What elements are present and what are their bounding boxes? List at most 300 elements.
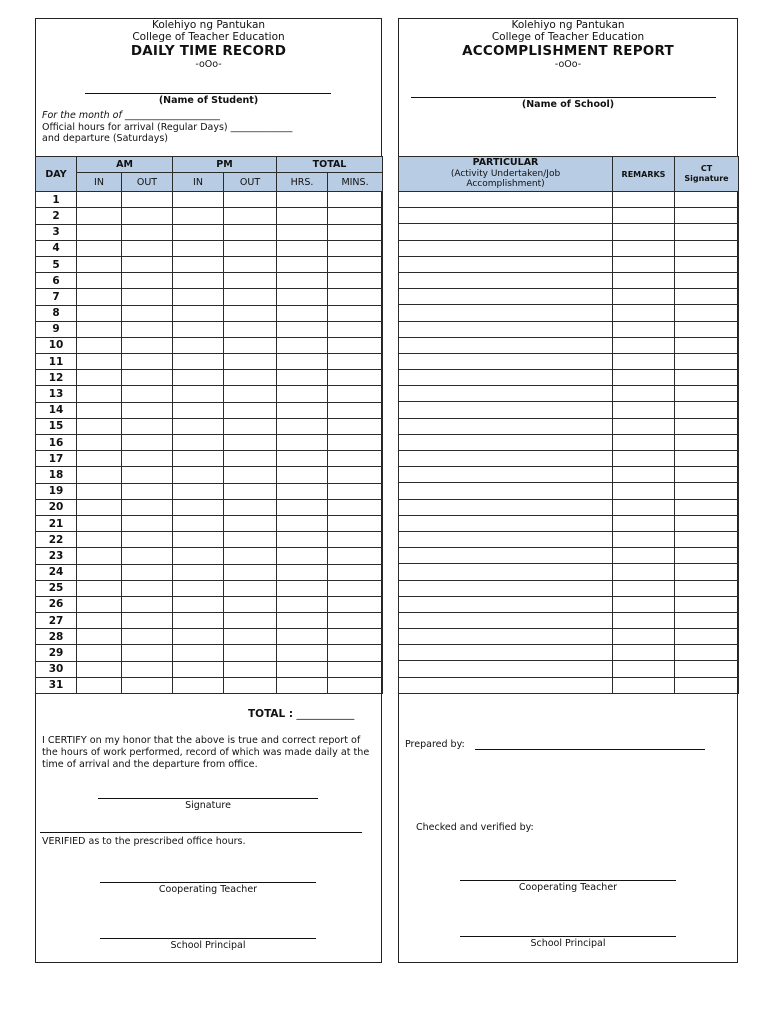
hrs-cell[interactable] bbox=[277, 418, 328, 434]
total-field[interactable]: ___________ bbox=[296, 708, 355, 720]
table-row bbox=[399, 596, 739, 612]
pm-in-cell[interactable] bbox=[173, 580, 224, 596]
ct-signature-cell[interactable] bbox=[675, 661, 739, 677]
am-in-cell[interactable] bbox=[77, 256, 122, 272]
mins-cell[interactable] bbox=[328, 645, 383, 661]
pm-out-cell[interactable] bbox=[224, 418, 277, 434]
remarks-cell[interactable] bbox=[613, 353, 675, 369]
pm-out-cell[interactable] bbox=[224, 435, 277, 451]
remarks-cell[interactable] bbox=[613, 580, 675, 596]
ct-signature-cell[interactable] bbox=[675, 386, 739, 402]
mins-cell[interactable] bbox=[328, 564, 383, 580]
ct-signature-cell[interactable] bbox=[675, 305, 739, 321]
particular-cell[interactable] bbox=[399, 337, 613, 353]
pm-in-cell[interactable] bbox=[173, 337, 224, 353]
hrs-cell[interactable] bbox=[277, 499, 328, 515]
ct-signature-cell[interactable] bbox=[675, 434, 739, 450]
am-out-cell[interactable] bbox=[122, 386, 173, 402]
hrs-cell[interactable] bbox=[277, 321, 328, 337]
am-out-cell[interactable] bbox=[122, 467, 173, 483]
particular-cell[interactable] bbox=[399, 353, 613, 369]
mins-cell[interactable] bbox=[328, 677, 383, 693]
am-in-cell[interactable] bbox=[77, 483, 122, 499]
particular-cell[interactable] bbox=[399, 402, 613, 418]
am-in-cell[interactable] bbox=[77, 548, 122, 564]
mins-cell[interactable] bbox=[328, 613, 383, 629]
pm-in-cell[interactable] bbox=[173, 240, 224, 256]
cooperating-teacher-signature-line[interactable] bbox=[460, 880, 676, 881]
particular-cell[interactable] bbox=[399, 240, 613, 256]
ct-signature-cell[interactable] bbox=[675, 402, 739, 418]
am-in-cell[interactable] bbox=[77, 451, 122, 467]
pm-out-cell[interactable] bbox=[224, 515, 277, 531]
pm-in-cell[interactable] bbox=[173, 629, 224, 645]
ct-signature-cell[interactable] bbox=[675, 612, 739, 628]
pm-out-cell[interactable] bbox=[224, 224, 277, 240]
remarks-cell[interactable] bbox=[613, 515, 675, 531]
hrs-cell[interactable] bbox=[277, 208, 328, 224]
am-out-cell[interactable] bbox=[122, 240, 173, 256]
mins-cell[interactable] bbox=[328, 256, 383, 272]
am-in-cell[interactable] bbox=[77, 677, 122, 693]
am-in-cell[interactable] bbox=[77, 418, 122, 434]
hrs-cell[interactable] bbox=[277, 305, 328, 321]
month-field[interactable]: ____________________ bbox=[124, 110, 220, 121]
particular-cell[interactable] bbox=[399, 645, 613, 661]
mins-cell[interactable] bbox=[328, 596, 383, 612]
am-in-cell[interactable] bbox=[77, 402, 122, 418]
hrs-cell[interactable] bbox=[277, 224, 328, 240]
am-out-cell[interactable] bbox=[122, 370, 173, 386]
hrs-cell[interactable] bbox=[277, 661, 328, 677]
table-row bbox=[36, 564, 383, 580]
pm-out-cell[interactable] bbox=[224, 467, 277, 483]
particular-cell[interactable] bbox=[399, 580, 613, 596]
particular-cell[interactable] bbox=[399, 531, 613, 547]
mins-cell[interactable] bbox=[328, 321, 383, 337]
mins-cell[interactable] bbox=[328, 548, 383, 564]
total-row bbox=[248, 708, 354, 720]
hrs-cell[interactable] bbox=[277, 451, 328, 467]
am-in-cell[interactable] bbox=[77, 370, 122, 386]
am-in-cell[interactable] bbox=[77, 629, 122, 645]
principal-signature-line[interactable] bbox=[460, 936, 676, 937]
mins-cell[interactable] bbox=[328, 467, 383, 483]
particular-cell[interactable] bbox=[399, 418, 613, 434]
remarks-cell[interactable] bbox=[613, 612, 675, 628]
pm-out-cell[interactable] bbox=[224, 208, 277, 224]
pm-in-cell[interactable] bbox=[173, 515, 224, 531]
remarks-cell[interactable] bbox=[613, 208, 675, 224]
remarks-cell[interactable] bbox=[613, 402, 675, 418]
hrs-cell[interactable] bbox=[277, 386, 328, 402]
ct-signature-cell[interactable] bbox=[675, 451, 739, 467]
pm-in-cell[interactable] bbox=[173, 208, 224, 224]
am-out-cell[interactable] bbox=[122, 192, 173, 208]
ct-signature-cell[interactable] bbox=[675, 353, 739, 369]
particular-cell[interactable] bbox=[399, 272, 613, 288]
hrs-cell[interactable] bbox=[277, 483, 328, 499]
ct-signature-cell[interactable] bbox=[675, 192, 739, 208]
am-in-cell[interactable] bbox=[77, 224, 122, 240]
hrs-cell[interactable] bbox=[277, 192, 328, 208]
am-in-cell[interactable] bbox=[77, 645, 122, 661]
pm-in-cell[interactable] bbox=[173, 613, 224, 629]
am-in-cell[interactable] bbox=[77, 596, 122, 612]
mins-cell[interactable] bbox=[328, 273, 383, 289]
particular-cell[interactable] bbox=[399, 289, 613, 305]
remarks-cell[interactable] bbox=[613, 499, 675, 515]
remarks-cell[interactable] bbox=[613, 467, 675, 483]
mins-cell[interactable] bbox=[328, 370, 383, 386]
hrs-cell[interactable] bbox=[277, 613, 328, 629]
pm-out-cell[interactable] bbox=[224, 192, 277, 208]
pm-in-cell[interactable] bbox=[173, 467, 224, 483]
particular-cell[interactable] bbox=[399, 451, 613, 467]
pm-out-cell[interactable] bbox=[224, 483, 277, 499]
pm-out-cell[interactable] bbox=[224, 629, 277, 645]
am-header: AM bbox=[77, 157, 173, 173]
mins-cell[interactable] bbox=[328, 289, 383, 305]
prepared-by-line[interactable] bbox=[475, 749, 705, 750]
pm-in-cell[interactable] bbox=[173, 532, 224, 548]
hrs-cell[interactable] bbox=[277, 402, 328, 418]
cooperating-teacher-signature-line[interactable] bbox=[100, 882, 316, 883]
pm-out-cell[interactable] bbox=[224, 613, 277, 629]
pm-out-cell[interactable] bbox=[224, 273, 277, 289]
pm-out-cell[interactable] bbox=[224, 661, 277, 677]
remarks-cell[interactable] bbox=[613, 645, 675, 661]
particular-cell[interactable] bbox=[399, 499, 613, 515]
particular-cell[interactable] bbox=[399, 467, 613, 483]
pm-out-cell[interactable] bbox=[224, 289, 277, 305]
particular-cell[interactable] bbox=[399, 224, 613, 240]
pm-out-cell[interactable] bbox=[224, 321, 277, 337]
hrs-cell[interactable] bbox=[277, 515, 328, 531]
remarks-cell[interactable] bbox=[613, 483, 675, 499]
remarks-cell[interactable] bbox=[613, 240, 675, 256]
particular-cell[interactable] bbox=[399, 661, 613, 677]
particular-cell[interactable] bbox=[399, 208, 613, 224]
particular-cell[interactable] bbox=[399, 321, 613, 337]
mins-cell[interactable] bbox=[328, 499, 383, 515]
hrs-cell[interactable] bbox=[277, 273, 328, 289]
remarks-cell[interactable] bbox=[613, 321, 675, 337]
am-in-cell[interactable] bbox=[77, 435, 122, 451]
am-out-cell[interactable] bbox=[122, 677, 173, 693]
am-in-cell[interactable] bbox=[77, 564, 122, 580]
ct-signature-cell[interactable] bbox=[675, 531, 739, 547]
am-in-cell[interactable] bbox=[77, 499, 122, 515]
mins-cell[interactable] bbox=[328, 354, 383, 370]
am-out-cell[interactable] bbox=[122, 321, 173, 337]
particular-cell[interactable] bbox=[399, 548, 613, 564]
mins-cell[interactable] bbox=[328, 192, 383, 208]
mins-cell[interactable] bbox=[328, 435, 383, 451]
am-in-cell[interactable] bbox=[77, 289, 122, 305]
am-in-cell[interactable] bbox=[77, 305, 122, 321]
day-number: 18 bbox=[36, 467, 77, 483]
particular-cell[interactable] bbox=[399, 483, 613, 499]
pm-out-cell[interactable] bbox=[224, 256, 277, 272]
ct-signature-cell[interactable] bbox=[675, 224, 739, 240]
ct-signature-cell[interactable] bbox=[675, 580, 739, 596]
am-out-cell[interactable] bbox=[122, 256, 173, 272]
ct-signature-cell[interactable] bbox=[675, 548, 739, 564]
remarks-cell[interactable] bbox=[613, 548, 675, 564]
mins-cell[interactable] bbox=[328, 337, 383, 353]
pm-out-cell[interactable] bbox=[224, 370, 277, 386]
ct-signature-cell[interactable] bbox=[675, 645, 739, 661]
am-in-cell[interactable] bbox=[77, 661, 122, 677]
am-out-cell[interactable] bbox=[122, 515, 173, 531]
hrs-cell[interactable] bbox=[277, 256, 328, 272]
pm-in-cell[interactable] bbox=[173, 451, 224, 467]
am-out-cell[interactable] bbox=[122, 613, 173, 629]
ct-signature-cell[interactable] bbox=[675, 337, 739, 353]
mins-cell[interactable] bbox=[328, 305, 383, 321]
remarks-cell[interactable] bbox=[613, 418, 675, 434]
remarks-cell[interactable] bbox=[613, 564, 675, 580]
am-out-cell[interactable] bbox=[122, 596, 173, 612]
mins-cell[interactable] bbox=[328, 661, 383, 677]
pm-out-cell[interactable] bbox=[224, 564, 277, 580]
pm-out-cell[interactable] bbox=[224, 645, 277, 661]
mins-cell[interactable] bbox=[328, 483, 383, 499]
pm-out-cell[interactable] bbox=[224, 305, 277, 321]
pm-out-cell[interactable] bbox=[224, 337, 277, 353]
am-out-cell[interactable] bbox=[122, 289, 173, 305]
pm-in-cell[interactable] bbox=[173, 499, 224, 515]
pm-out-cell[interactable] bbox=[224, 532, 277, 548]
pm-out-cell[interactable] bbox=[224, 386, 277, 402]
ct-signature-cell[interactable] bbox=[675, 208, 739, 224]
remarks-cell[interactable] bbox=[613, 661, 675, 677]
am-out-cell[interactable] bbox=[122, 224, 173, 240]
mins-cell[interactable] bbox=[328, 629, 383, 645]
hrs-cell[interactable] bbox=[277, 370, 328, 386]
pm-in-cell[interactable] bbox=[173, 418, 224, 434]
ct-signature-cell[interactable] bbox=[675, 596, 739, 612]
table-row bbox=[399, 224, 739, 240]
ct-signature-cell[interactable] bbox=[675, 256, 739, 272]
am-out-cell[interactable] bbox=[122, 532, 173, 548]
particular-cell[interactable] bbox=[399, 370, 613, 386]
mins-cell[interactable] bbox=[328, 451, 383, 467]
remarks-cell[interactable] bbox=[613, 629, 675, 645]
ct-signature-cell[interactable] bbox=[675, 321, 739, 337]
am-out-cell[interactable] bbox=[122, 418, 173, 434]
pm-in-cell[interactable] bbox=[173, 661, 224, 677]
remarks-cell[interactable] bbox=[613, 224, 675, 240]
remarks-cell[interactable] bbox=[613, 596, 675, 612]
mins-cell[interactable] bbox=[328, 532, 383, 548]
remarks-cell[interactable] bbox=[613, 677, 675, 693]
hrs-cell[interactable] bbox=[277, 240, 328, 256]
mins-cell[interactable] bbox=[328, 580, 383, 596]
pm-in-cell[interactable] bbox=[173, 289, 224, 305]
remarks-cell[interactable] bbox=[613, 434, 675, 450]
am-out-cell[interactable] bbox=[122, 451, 173, 467]
hrs-cell[interactable] bbox=[277, 354, 328, 370]
am-out-cell[interactable] bbox=[122, 661, 173, 677]
remarks-cell[interactable] bbox=[613, 451, 675, 467]
pm-in-cell[interactable] bbox=[173, 483, 224, 499]
principal-signature-line[interactable] bbox=[100, 938, 316, 939]
school-name-field[interactable] bbox=[411, 97, 716, 98]
am-in-cell[interactable] bbox=[77, 515, 122, 531]
am-in-cell[interactable] bbox=[77, 613, 122, 629]
mins-cell[interactable] bbox=[328, 386, 383, 402]
table-row bbox=[399, 208, 739, 224]
ct-signature-cell[interactable] bbox=[675, 483, 739, 499]
am-out-cell[interactable] bbox=[122, 402, 173, 418]
pm-in-cell[interactable] bbox=[173, 596, 224, 612]
pm-in-cell[interactable] bbox=[173, 645, 224, 661]
hrs-cell[interactable] bbox=[277, 629, 328, 645]
hrs-cell[interactable] bbox=[277, 677, 328, 693]
remarks-cell[interactable] bbox=[613, 192, 675, 208]
hrs-cell[interactable] bbox=[277, 532, 328, 548]
pm-in-cell[interactable] bbox=[173, 677, 224, 693]
ct-signature-cell[interactable] bbox=[675, 677, 739, 693]
am-in-cell[interactable] bbox=[77, 532, 122, 548]
am-out-cell[interactable] bbox=[122, 354, 173, 370]
particular-cell[interactable] bbox=[399, 434, 613, 450]
ct-signature-cell[interactable] bbox=[675, 240, 739, 256]
ct-signature-cell[interactable] bbox=[675, 418, 739, 434]
pm-in-cell[interactable] bbox=[173, 192, 224, 208]
pm-in-cell[interactable] bbox=[173, 435, 224, 451]
remarks-cell[interactable] bbox=[613, 370, 675, 386]
pm-in-cell[interactable] bbox=[173, 354, 224, 370]
pm-out-cell[interactable] bbox=[224, 451, 277, 467]
am-in-cell[interactable] bbox=[77, 580, 122, 596]
pm-in-cell[interactable] bbox=[173, 305, 224, 321]
table-row bbox=[36, 467, 383, 483]
pm-out-cell[interactable] bbox=[224, 580, 277, 596]
mins-cell[interactable] bbox=[328, 208, 383, 224]
hrs-cell[interactable] bbox=[277, 289, 328, 305]
ct-signature-cell[interactable] bbox=[675, 289, 739, 305]
am-out-cell[interactable] bbox=[122, 564, 173, 580]
particular-cell[interactable] bbox=[399, 256, 613, 272]
remarks-cell[interactable] bbox=[613, 531, 675, 547]
am-in-cell[interactable] bbox=[77, 192, 122, 208]
hrs-cell[interactable] bbox=[277, 596, 328, 612]
hrs-cell[interactable] bbox=[277, 564, 328, 580]
pm-in-cell[interactable] bbox=[173, 256, 224, 272]
am-out-cell[interactable] bbox=[122, 483, 173, 499]
pm-out-cell[interactable] bbox=[224, 240, 277, 256]
am-out-cell[interactable] bbox=[122, 208, 173, 224]
am-in-cell[interactable] bbox=[77, 321, 122, 337]
am-out-cell[interactable] bbox=[122, 548, 173, 564]
particular-cell[interactable] bbox=[399, 305, 613, 321]
remarks-cell[interactable] bbox=[613, 289, 675, 305]
mins-cell[interactable] bbox=[328, 418, 383, 434]
pm-out-cell[interactable] bbox=[224, 354, 277, 370]
pm-out-cell[interactable] bbox=[224, 548, 277, 564]
remarks-cell[interactable] bbox=[613, 256, 675, 272]
am-in-cell[interactable] bbox=[77, 354, 122, 370]
pm-in-cell[interactable] bbox=[173, 548, 224, 564]
remarks-cell[interactable] bbox=[613, 337, 675, 353]
pm-in-cell[interactable] bbox=[173, 321, 224, 337]
am-in-cell[interactable] bbox=[77, 467, 122, 483]
particular-cell[interactable] bbox=[399, 386, 613, 402]
pm-in-cell[interactable] bbox=[173, 386, 224, 402]
pm-in-cell[interactable] bbox=[173, 370, 224, 386]
remarks-cell[interactable] bbox=[613, 305, 675, 321]
am-out-cell[interactable] bbox=[122, 305, 173, 321]
pm-out-cell[interactable] bbox=[224, 499, 277, 515]
ct-signature-cell[interactable] bbox=[675, 515, 739, 531]
particular-cell[interactable] bbox=[399, 629, 613, 645]
particular-cell[interactable] bbox=[399, 612, 613, 628]
am-in-cell[interactable] bbox=[77, 240, 122, 256]
pm-out-cell[interactable] bbox=[224, 596, 277, 612]
hrs-cell[interactable] bbox=[277, 435, 328, 451]
student-name-field[interactable] bbox=[85, 93, 331, 94]
am-out-cell[interactable] bbox=[122, 580, 173, 596]
mins-cell[interactable] bbox=[328, 240, 383, 256]
particular-cell[interactable] bbox=[399, 596, 613, 612]
pm-in-cell[interactable] bbox=[173, 273, 224, 289]
am-out-cell[interactable] bbox=[122, 273, 173, 289]
pm-in-cell[interactable] bbox=[173, 402, 224, 418]
ct-signature-cell[interactable] bbox=[675, 272, 739, 288]
am-in-cell[interactable] bbox=[77, 208, 122, 224]
am-out-cell[interactable] bbox=[122, 337, 173, 353]
pm-in-cell[interactable] bbox=[173, 224, 224, 240]
remarks-cell[interactable] bbox=[613, 386, 675, 402]
am-in-cell[interactable] bbox=[77, 273, 122, 289]
pm-out-cell[interactable] bbox=[224, 402, 277, 418]
am-out-cell[interactable] bbox=[122, 629, 173, 645]
official-hours-line1[interactable]: Official hours for arrival (Regular Days) _____________ bbox=[42, 122, 293, 133]
am-out-cell[interactable] bbox=[122, 499, 173, 515]
hrs-cell[interactable] bbox=[277, 580, 328, 596]
particular-cell[interactable] bbox=[399, 515, 613, 531]
hrs-cell[interactable] bbox=[277, 548, 328, 564]
particular-cell[interactable] bbox=[399, 677, 613, 693]
hrs-cell[interactable] bbox=[277, 467, 328, 483]
remarks-cell[interactable] bbox=[613, 272, 675, 288]
mins-cell[interactable] bbox=[328, 224, 383, 240]
particular-cell[interactable] bbox=[399, 564, 613, 580]
mins-cell[interactable] bbox=[328, 402, 383, 418]
ct-signature-cell[interactable] bbox=[675, 629, 739, 645]
day-number: 13 bbox=[36, 386, 77, 402]
ct-signature-cell[interactable] bbox=[675, 370, 739, 386]
hrs-cell[interactable] bbox=[277, 645, 328, 661]
hrs-cell[interactable] bbox=[277, 337, 328, 353]
student-signature-line[interactable] bbox=[98, 798, 318, 799]
ct-signature-cell[interactable] bbox=[675, 467, 739, 483]
mins-cell[interactable] bbox=[328, 515, 383, 531]
pm-out-cell[interactable] bbox=[224, 677, 277, 693]
pm-in-cell[interactable] bbox=[173, 564, 224, 580]
am-out-cell[interactable] bbox=[122, 435, 173, 451]
particular-cell[interactable] bbox=[399, 192, 613, 208]
ct-signature-cell[interactable] bbox=[675, 499, 739, 515]
am-out-cell[interactable] bbox=[122, 645, 173, 661]
am-in-cell[interactable] bbox=[77, 337, 122, 353]
am-in-cell[interactable] bbox=[77, 386, 122, 402]
day-number: 11 bbox=[36, 354, 77, 370]
ct-signature-cell[interactable] bbox=[675, 564, 739, 580]
